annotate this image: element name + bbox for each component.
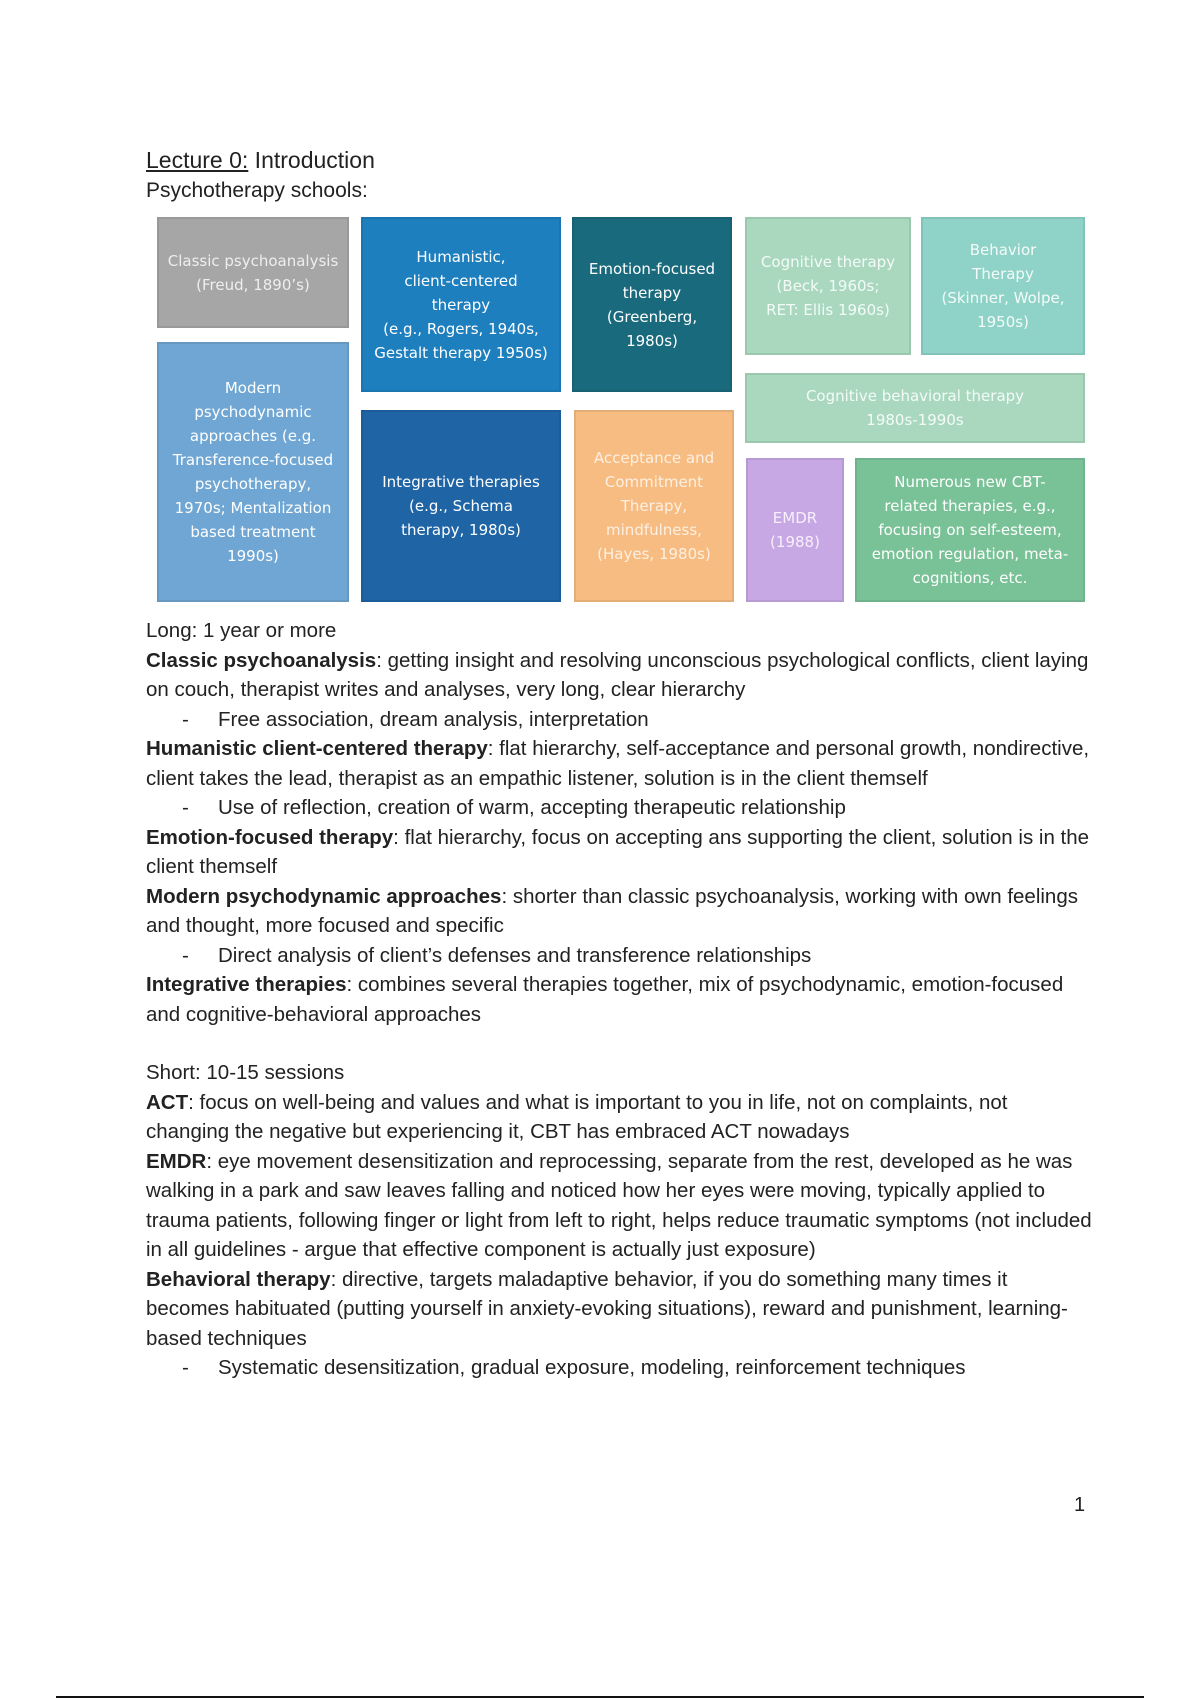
emotion-focused-box bbox=[572, 217, 732, 392]
integrative-box bbox=[361, 410, 561, 602]
box-line: Transference-focused bbox=[172, 451, 334, 469]
classic-bullet bbox=[146, 705, 1096, 735]
box-line: (Beck, 1960s; bbox=[776, 277, 880, 295]
box-line: 1990s) bbox=[227, 547, 279, 565]
box-line: Numerous new CBT- bbox=[894, 473, 1046, 491]
box-line: Cognitive behavioral therapy bbox=[805, 387, 1025, 405]
behavioral-text: : directive, targets maladaptive behavior, if you do something many times it becomes habituated (putting yourself in anxiety-evoking situations), reward and punishment, learning-based techniques bbox=[146, 1267, 1068, 1350]
bottom-divider bbox=[56, 1696, 1144, 1698]
box-line: psychotherapy, bbox=[194, 475, 312, 493]
modern-text: : shorter than classic psychoanalysis, working with own feelings and thought, more focused and specific bbox=[146, 884, 1078, 937]
emdr-term: EMDR bbox=[146, 1149, 207, 1173]
box-line: cognitions, etc. bbox=[912, 569, 1028, 587]
humanistic-label bbox=[374, 245, 548, 365]
page-number: 1 bbox=[1074, 1494, 1086, 1516]
box-line: therapy bbox=[431, 295, 491, 314]
humanistic-text: : flat hierarchy, self-acceptance and personal growth, nondirective, client takes the lead, therapist as an empathic listener, solution is in the client themself bbox=[146, 737, 1090, 790]
integrative-term: Integrative therapies bbox=[146, 973, 347, 996]
humanistic-paragraph bbox=[146, 734, 1096, 793]
box-line: (e.g., Schema bbox=[409, 497, 513, 515]
box-line: 1970s; Mentalization bbox=[174, 499, 332, 517]
bullet-dash: - bbox=[182, 707, 189, 731]
box-line: Emotion-focused bbox=[588, 259, 716, 278]
modern-psychodynamic-label bbox=[173, 376, 333, 568]
classic-psychoanalysis-box bbox=[157, 217, 349, 328]
emotion-text: : flat hierarchy, focus on accepting ans supporting the client, solution is in the client themself bbox=[146, 825, 1090, 878]
lecture-title: Introduction bbox=[248, 147, 375, 173]
modern-psychodynamic-box bbox=[157, 342, 349, 602]
cognitive-therapy-label bbox=[761, 250, 895, 322]
humanistic-term: Humanistic client-centered therapy bbox=[146, 737, 488, 760]
box-line: (Hayes, 1980s) bbox=[597, 545, 711, 563]
act-term: ACT bbox=[146, 1090, 189, 1114]
box-line: client-centered bbox=[404, 271, 518, 290]
humanistic-bullet bbox=[146, 793, 1096, 823]
act-label bbox=[594, 446, 714, 566]
emotion-paragraph bbox=[146, 823, 1096, 882]
integrative-paragraph bbox=[146, 970, 1096, 1029]
short-heading: Short: 10-15 sessions bbox=[146, 1061, 345, 1084]
classic-text: : getting insight and resolving unconscious psychological conflicts, client laying on couch, therapist writes and analyses, very long, clear hierarchy bbox=[146, 648, 1089, 701]
box-line: related therapies, e.g., bbox=[884, 497, 1056, 515]
page-subtitle: Psychotherapy schools: bbox=[146, 179, 368, 202]
box-line: Classic psychoanalysis bbox=[167, 251, 339, 270]
box-line: Cognitive therapy bbox=[760, 253, 896, 271]
box-line: emotion regulation, meta- bbox=[871, 545, 1069, 563]
emotion-focused-label bbox=[589, 257, 715, 353]
behavior-therapy-label bbox=[942, 238, 1065, 334]
bullet-dash: - bbox=[182, 943, 189, 967]
bullet-dash: - bbox=[182, 796, 189, 819]
emdr-box bbox=[746, 458, 844, 602]
behavioral-bullet bbox=[146, 1353, 1096, 1383]
behavioral-bullet-text: Systematic desensitization, gradual exposure, modeling, reinforcement techniques bbox=[218, 1356, 966, 1379]
behavior-therapy-box bbox=[921, 217, 1085, 355]
box-line: mindfulness, bbox=[606, 521, 702, 539]
box-line: (Skinner, Wolpe, bbox=[941, 289, 1065, 307]
box-line: Behavior bbox=[969, 241, 1037, 259]
box-line: therapy bbox=[622, 283, 682, 302]
box-line: focusing on self-esteem, bbox=[878, 521, 1062, 539]
act-box bbox=[574, 410, 734, 602]
box-line: therapy, 1980s) bbox=[401, 521, 521, 539]
box-line: Humanistic, bbox=[416, 247, 506, 266]
box-line: EMDR bbox=[772, 509, 818, 527]
new-cbt-label bbox=[872, 470, 1069, 590]
box-line: Gestalt therapy 1950s) bbox=[374, 343, 548, 362]
emdr-text: : eye movement desensitization and reprocessing, separate from the rest, developed as he was walking in a park and saw leaves falling and noticed how her eyes were moving, typically applied to trauma patients, following finger or light from left to right, helps reduce traumatic symptoms (not included in all guidelines - argue that effective component is actually just exposure) bbox=[146, 1149, 1092, 1261]
psychotherapy-schools-diagram bbox=[0, 0, 1200, 620]
act-text: : focus on well-being and values and what is important to you in life, not on complaints, not changing the negative but experiencing it, CBT has embraced ACT nowadays bbox=[146, 1090, 1008, 1143]
behavioral-paragraph bbox=[146, 1265, 1096, 1354]
cognitive-therapy-box bbox=[745, 217, 911, 355]
humanistic-box bbox=[361, 217, 561, 392]
box-line: 1950s) bbox=[977, 313, 1029, 331]
box-line: Commitment bbox=[604, 473, 704, 491]
act-paragraph bbox=[146, 1088, 1096, 1147]
box-line: (e.g., Rogers, 1940s, bbox=[383, 319, 539, 338]
box-line: Integrative therapies bbox=[382, 473, 540, 491]
box-line: 1980s) bbox=[626, 331, 678, 350]
modern-bullet bbox=[146, 941, 1096, 971]
modern-bullet-text: Direct analysis of client’s defenses and transference relationships bbox=[218, 943, 812, 967]
box-line: (1988) bbox=[770, 533, 820, 551]
long-heading: Long: 1 year or more bbox=[146, 619, 337, 642]
modern-term: Modern psychodynamic approaches bbox=[146, 884, 502, 908]
box-line: Acceptance and bbox=[593, 449, 715, 467]
box-line: 1980s-1990s bbox=[866, 411, 964, 429]
box-line: (Freud, 1890’s) bbox=[196, 275, 310, 294]
cbt-label bbox=[806, 384, 1024, 432]
box-line: approaches (e.g. bbox=[189, 427, 317, 445]
cbt-box bbox=[745, 373, 1085, 443]
lecture-label: Lecture 0: bbox=[146, 147, 249, 173]
humanistic-bullet-text: Use of reflection, creation of warm, accepting therapeutic relationship bbox=[218, 796, 846, 819]
classic-term: Classic psychoanalysis bbox=[146, 648, 377, 672]
modern-paragraph bbox=[146, 882, 1096, 941]
bullet-dash: - bbox=[182, 1356, 189, 1379]
emdr-paragraph bbox=[146, 1147, 1096, 1265]
emotion-term: Emotion-focused therapy bbox=[146, 825, 394, 849]
classic-psychoanalysis-label bbox=[168, 249, 339, 297]
box-line: Modern bbox=[224, 379, 282, 397]
box-line: RET: Ellis 1960s) bbox=[766, 301, 890, 319]
classic-paragraph bbox=[146, 646, 1096, 705]
integrative-label bbox=[382, 470, 540, 542]
box-line: Therapy bbox=[972, 265, 1034, 283]
box-line: psychodynamic bbox=[194, 403, 312, 421]
box-line: (Greenberg, bbox=[606, 307, 698, 326]
behavioral-term: Behavioral therapy bbox=[146, 1267, 331, 1291]
emdr-label bbox=[770, 506, 820, 554]
box-line: Therapy, bbox=[620, 497, 688, 515]
integrative-text: : combines several therapies together, mix of psychodynamic, emotion-focused and cognitive-behavioral approaches bbox=[146, 973, 1064, 1026]
classic-bullet-text: Free association, dream analysis, interpretation bbox=[218, 707, 649, 731]
notes-body bbox=[146, 616, 1096, 1383]
new-cbt-box bbox=[855, 458, 1085, 602]
box-line: based treatment bbox=[190, 523, 316, 541]
